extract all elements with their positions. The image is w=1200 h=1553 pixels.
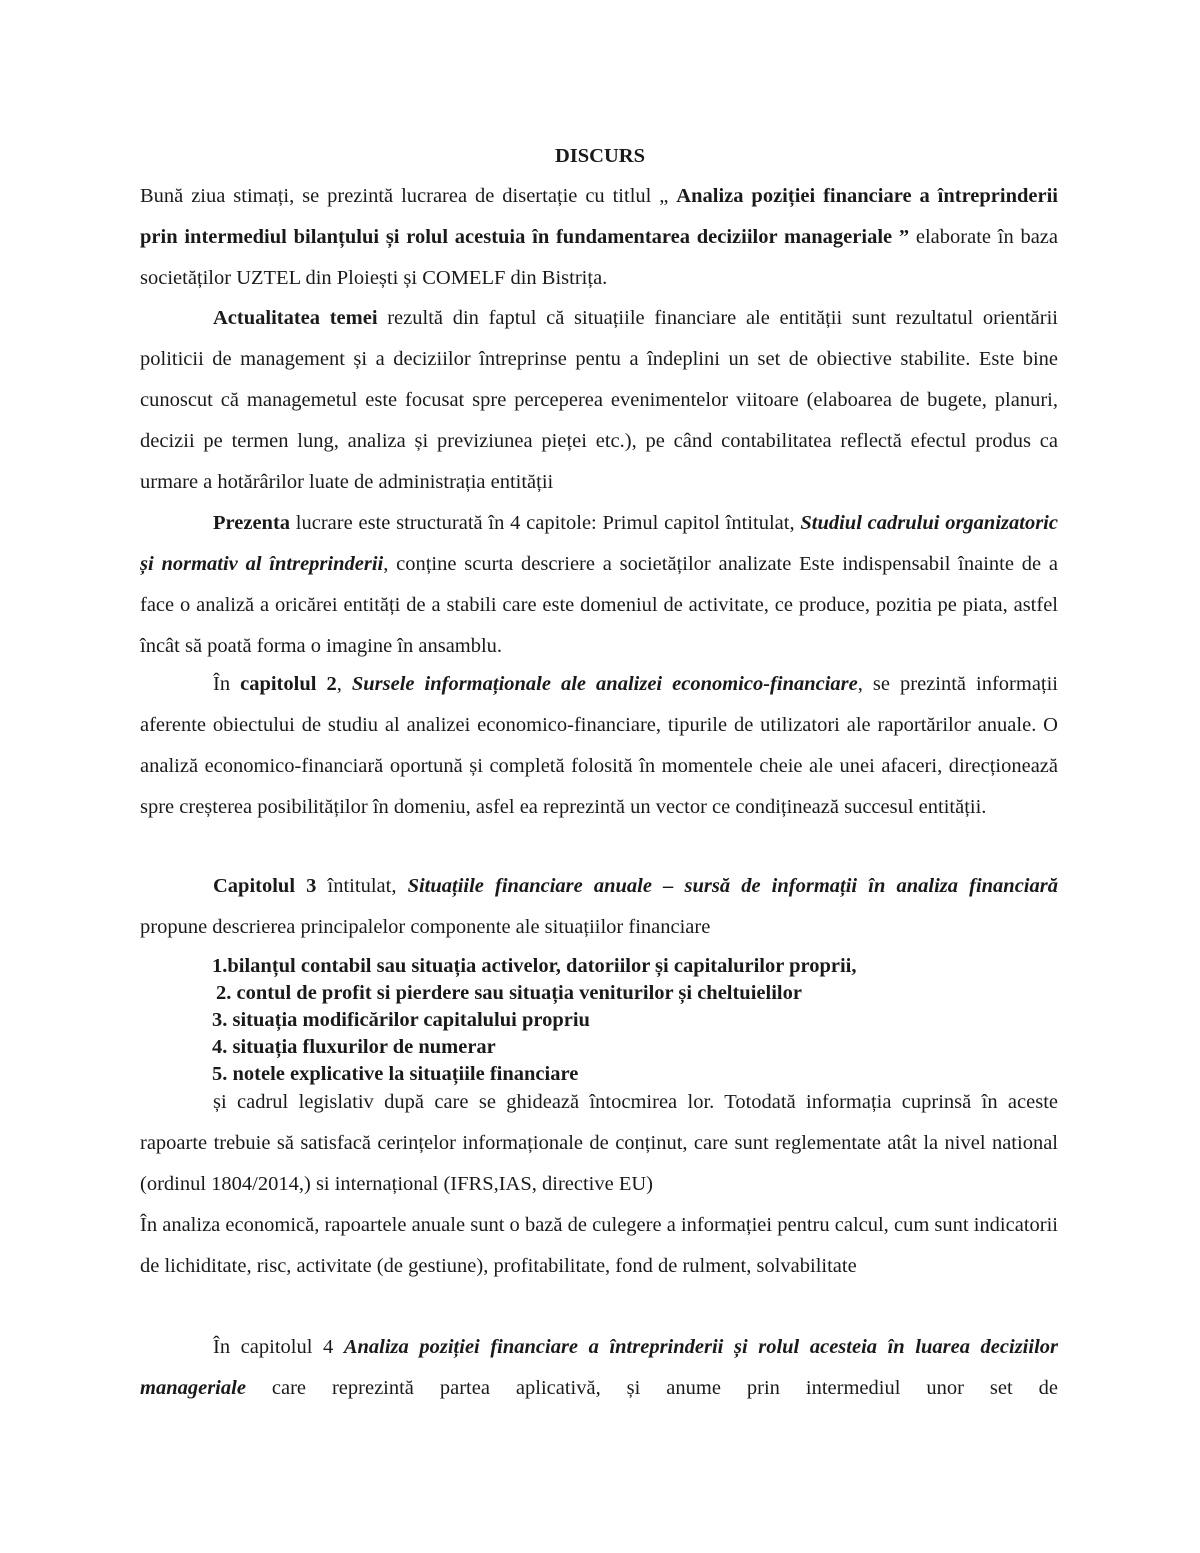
intro-text-end: elaborate în baza societăților UZTEL din Ploiești și COMELF din Bistrița. [140, 226, 1058, 289]
intro-paragraph [140, 176, 1058, 299]
chapter4-text: care reprezintă partea aplicativă, și anume prin intermediul unor set de [245, 1377, 1058, 1399]
chapter1-title: Studiul cadrului organizatoric și normativ al întreprinderii [140, 512, 1058, 575]
chapter2-sep: , [336, 673, 352, 695]
chapter3-text: propune descrierea principalelor componente ale situațiilor financiare [140, 916, 711, 938]
list-item: 2. contul de profit si pierdere sau situația veniturilor și cheltuielilor [216, 982, 802, 1004]
thesis-title: Analiza poziției financiare a întreprinderii prin intermediul bilanțului și rolul acestuia în fundamentarea deciziilor manageriale ” [140, 185, 1058, 248]
chapter2-prefix: În [213, 673, 241, 695]
page-title: DISCURS [555, 145, 645, 167]
analysis-paragraph [140, 1205, 1058, 1287]
chapter2-paragraph [140, 664, 1058, 828]
chapter4-prefix: În capitolul 4 [213, 1336, 344, 1358]
legislative-text: și cadrul legislativ după care se ghidează întocmirea lor. Totodată informația cuprinsă în aceste rapoarte trebuie să satisfacă cerințelor informaționale de conținut, care sunt reglementate atât la nivel national (ordinul 1804/2014,) si internațional (IFRS,IAS, directive EU) [140, 1091, 1058, 1195]
list-item: 5. notele explicative la situațiile financiare [212, 1063, 579, 1085]
legislative-paragraph [140, 1082, 1058, 1205]
chapter2-heading: capitolul 2 [240, 673, 337, 695]
actualitatea-heading: Actualitatea temei [213, 307, 378, 329]
chapter3-title: Situațiile financiare anuale – sursă de informații în analiza financiară [407, 875, 1058, 897]
chapter3-paragraph [140, 866, 1058, 948]
prezenta-paragraph [140, 503, 1058, 667]
list-item: 3. situația modificărilor capitalului propriu [212, 1009, 590, 1031]
actualitatea-paragraph [140, 298, 1058, 503]
prezenta-text-end: , conține scurta descriere a societăților analizate Este indispensabil înainte de a face o analiză a oricărei entități de a stabili care este domeniul de activitate, ce produce, pozitia pe piata, astfel încât să poată forma o imagine în ansamblu. [140, 553, 1058, 657]
chapter3-heading: Capitolul 3 [213, 875, 317, 897]
chapter2-text: , se prezintă informații aferente obiectului de studiu al analizei economico-financiare, tipurile de utilizatori ale raportărilor anuale. O analiză economico-financiară oportună și completă folosită în momentele cheie ale unei afaceri, direcționează spre creșterea posibilităților în domeniu, asfel ea reprezintă un vector ce condiținează succesul entității. [140, 673, 1059, 818]
list-item: 1.bilanțul contabil sau situația activelor, datoriilor și capitalurilor proprii, [212, 955, 857, 977]
analysis-text: În analiza economică, rapoartele anuale sunt o bază de culegere a informației pentru calcul, cum sunt indicatorii de lichiditate, risc, activitate (de gestiune), profitabilitate, fond de rulment, solvabilitate [140, 1214, 1058, 1277]
chapter4-title: Analiza poziției financiare a întreprinderii și rolul acesteia în luarea deciziilor manageriale [140, 1336, 1058, 1399]
actualitatea-text: rezultă din faptul că situațiile financiare ale entității sunt rezultatul orientării politicii de management și a deciziilor întreprinse pentu a îndeplini un set de obiective stabilite. Este bine cunoscut că managemetul este focusat spre perceperea evenimentelor viitoare (elaboarea de bugete, planuri, decizii pe termen lung, analiza și previziunea pieței etc.), pe când contabilitatea reflectă efectul produs ca urmare a hotărârilor luate de administrația entității [140, 307, 1058, 493]
chapter3-sep: întitulat, [316, 875, 408, 897]
chapter4-paragraph [140, 1327, 1058, 1409]
prezenta-text: lucrare este structurată în 4 capitole: Primul capitol întitulat, [290, 512, 801, 534]
list-item: 4. situația fluxurilor de numerar [212, 1036, 496, 1058]
financial-statements-list [212, 953, 1062, 1088]
prezenta-heading: Prezenta [213, 512, 291, 534]
intro-text: Bună ziua stimați, se prezintă lucrarea de disertație cu titlul „ [140, 185, 677, 207]
chapter2-title: Sursele informaționale ale analizei economico-financiare [351, 673, 858, 695]
